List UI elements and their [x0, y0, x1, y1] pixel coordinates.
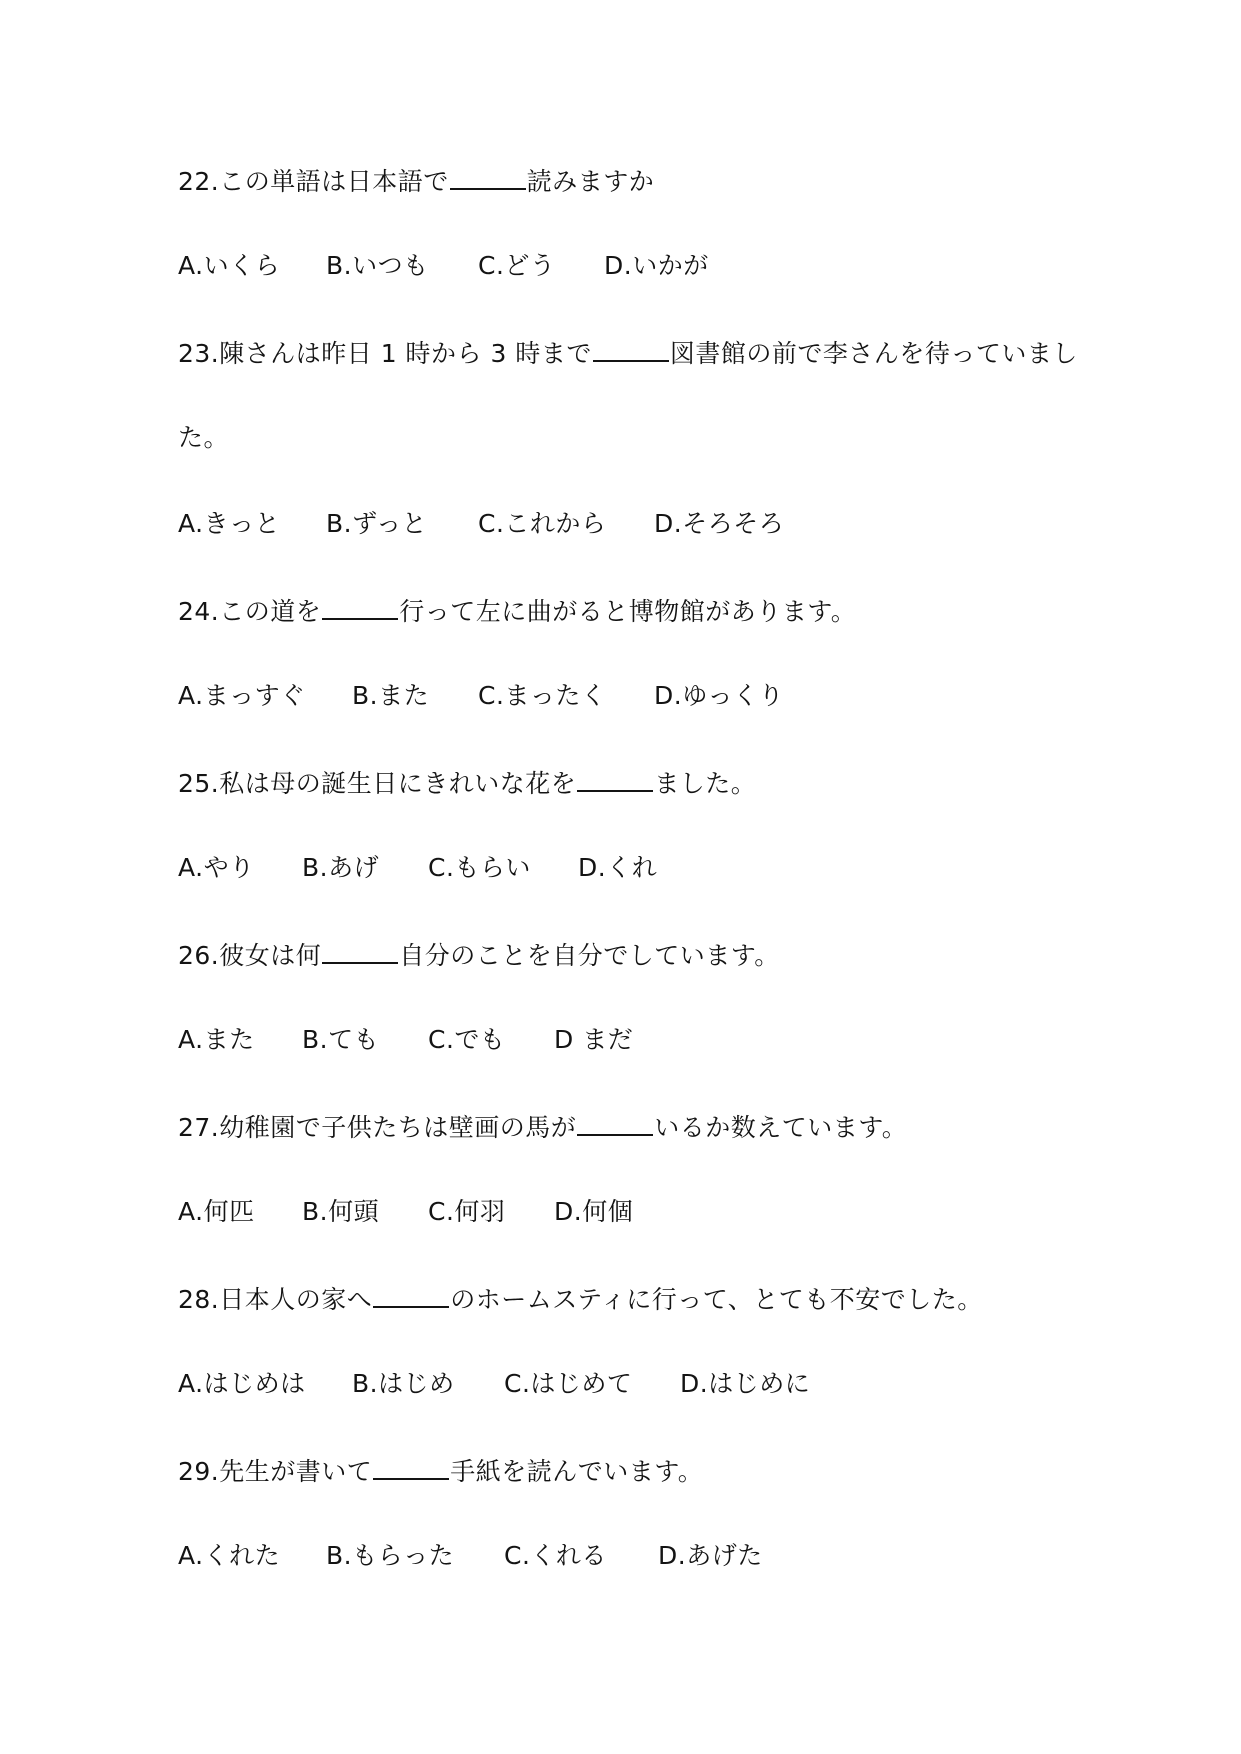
question-26-stem — [178, 936, 780, 972]
question-22-stem — [178, 162, 654, 198]
question-23-stem — [178, 334, 1078, 370]
option-d: D.そろそろ — [654, 509, 785, 538]
option-a: A.くれた — [178, 1541, 281, 1570]
question-23-continuation: た。 — [178, 423, 230, 452]
stem-text: 26.彼女は何 — [178, 941, 322, 970]
option-b: B.また — [352, 681, 430, 710]
question-28-stem — [178, 1280, 983, 1316]
option-b: B.ても — [302, 1025, 380, 1054]
answer-blank — [577, 1108, 653, 1136]
option-c: C.まったく — [478, 681, 607, 710]
question-29-stem — [178, 1452, 703, 1488]
answer-blank — [450, 162, 526, 190]
stem-text: 22.この単語は日本語で — [178, 167, 449, 196]
answer-blank — [577, 764, 653, 792]
option-b: B.はじめ — [352, 1369, 455, 1398]
option-d: D.ゆっくり — [654, 681, 784, 710]
option-d: D.何個 — [554, 1197, 634, 1226]
stem-text: 図書館の前で李さんを待っていまし — [669, 339, 1078, 368]
stem-text: のホームスティに行って、とても不安でした。 — [450, 1285, 983, 1314]
option-a: A.きっと — [178, 509, 281, 538]
stem-text: 読みますか — [526, 167, 655, 196]
answer-blank — [373, 1452, 449, 1480]
option-d: D.いかが — [604, 251, 709, 280]
option-a: A.やり — [178, 853, 255, 882]
option-c: C.どう — [478, 251, 556, 280]
option-b: B.ずっと — [326, 509, 428, 538]
option-a: A.はじめは — [178, 1369, 306, 1398]
option-c: C.これから — [478, 509, 607, 538]
stem-text: 24.この道を — [178, 597, 322, 626]
stem-text: 自分のことを自分でしています。 — [399, 941, 780, 970]
stem-text: 手紙を読んでいます。 — [450, 1457, 704, 1486]
option-d: D まだ — [554, 1025, 634, 1054]
option-a: A.まっすぐ — [178, 681, 306, 710]
answer-blank — [593, 334, 669, 362]
option-b: B.あげ — [302, 853, 380, 882]
question-25-stem — [178, 764, 756, 800]
stem-text: ました。 — [654, 769, 757, 798]
option-c: C.何羽 — [428, 1197, 506, 1226]
question-24-stem — [178, 592, 856, 628]
option-c: C.でも — [428, 1025, 506, 1054]
stem-text: 28.日本人の家へ — [178, 1285, 373, 1314]
option-d: D.あげた — [658, 1541, 763, 1570]
option-c: C.もらい — [428, 853, 531, 882]
stem-text: 27.幼稚園で子供たちは壁画の馬が — [178, 1113, 577, 1142]
option-d: D.くれ — [578, 853, 658, 882]
stem-text: 25.私は母の誕生日にきれいな花を — [178, 769, 577, 798]
option-c: C.くれる — [504, 1541, 607, 1570]
answer-blank — [322, 592, 398, 620]
option-b: B.いつも — [326, 251, 429, 280]
option-a: A.いくら — [178, 251, 281, 280]
answer-blank — [322, 936, 398, 964]
stem-text: 23.陳さんは昨日 1 時から 3 時まで — [178, 339, 592, 368]
option-a: A.何匹 — [178, 1197, 255, 1226]
stem-text: 行って左に曲がると博物館があります。 — [399, 597, 857, 626]
option-a: A.また — [178, 1025, 255, 1054]
stem-text: 29.先生が書いて — [178, 1457, 373, 1486]
question-27-stem — [178, 1108, 907, 1144]
option-b: B.もらった — [326, 1541, 455, 1570]
answer-blank — [373, 1280, 449, 1308]
option-b: B.何頭 — [302, 1197, 380, 1226]
option-c: C.はじめて — [504, 1369, 633, 1398]
option-d: D.はじめに — [680, 1369, 811, 1398]
stem-text: いるか数えています。 — [654, 1113, 908, 1142]
